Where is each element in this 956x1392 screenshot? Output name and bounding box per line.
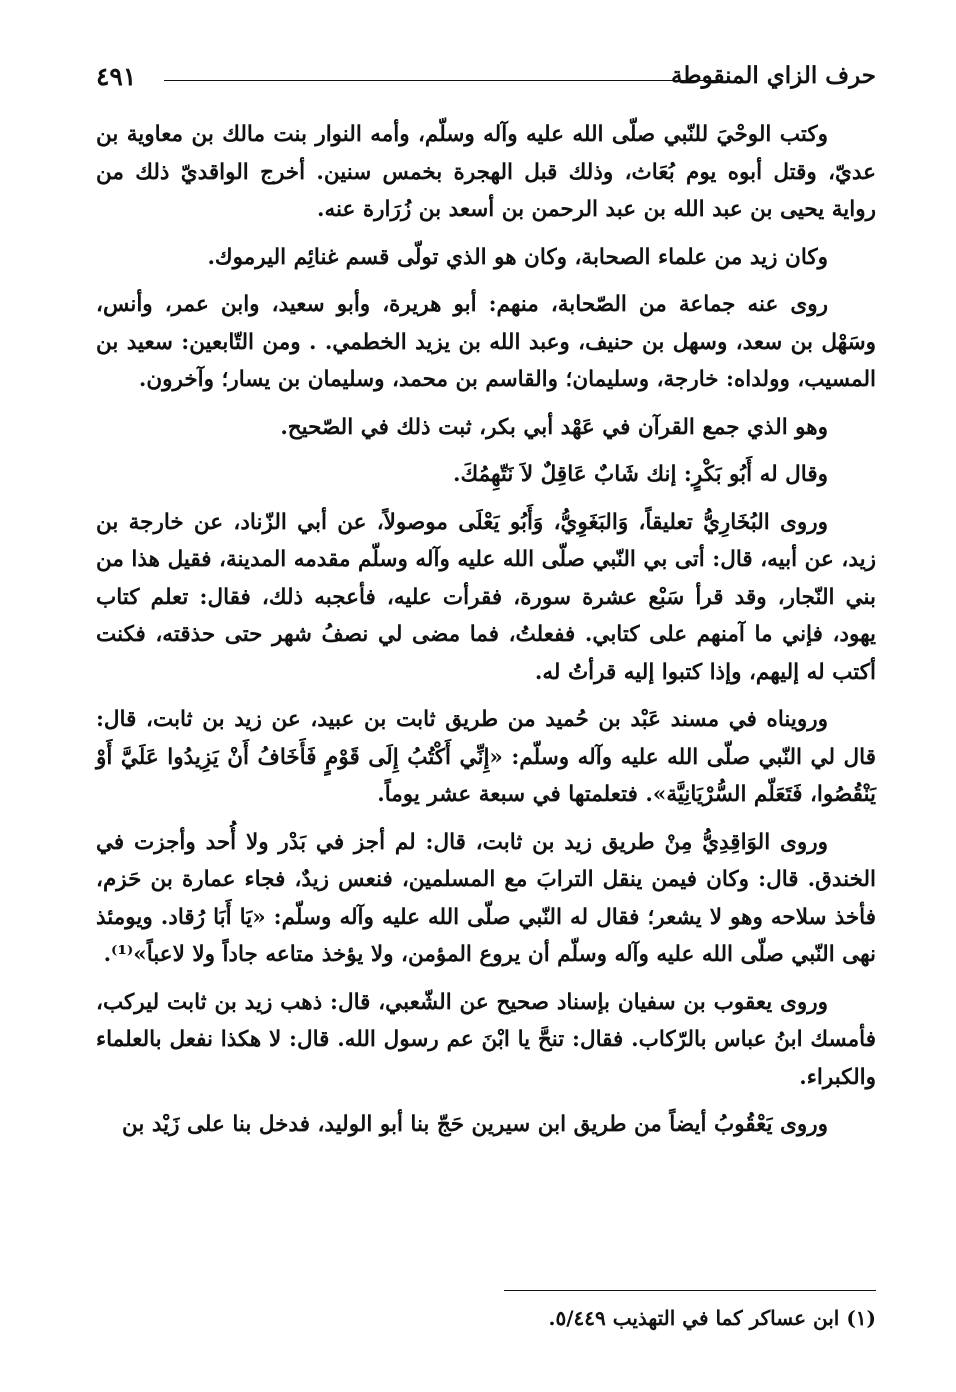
header-rule	[164, 80, 720, 81]
paragraph: وكتب الوحْيَ للنّبي صلّى الله عليه وآله وسلّم، وأمه النوار بنت مالك بن معاوية بن عديّ، وقتل أبوه يوم بُعَاث، وذلك قبل الهجرة بخمس سنين. أخرج الواقديّ ذلك من رواية يحيى بن عبد الله بن عبد الرحمن بن أسعد بن زُرَارة عنه.	[96, 122, 876, 222]
paragraph: وروى يَعْقُوبُ أيضاً من طريق ابن سيرين حَجّ بنا أبو الوليد، فدخل بنا على زَيْد بن	[122, 1112, 828, 1137]
paragraph: وكان زيد من علماء الصحابة، وكان هو الذي تولّى قسم غنائِم اليرموك.	[207, 244, 828, 270]
footnote: (١) ابن عساكر كما في التهذيب ٥/٤٤٩.	[548, 1306, 876, 1330]
paragraph: وروى يعقوب بن سفيان بإسناد صحيح عن الشّعبي، قال: ذهب زيد بن ثابت ليركب، فأمسك ابنُ عباس بالرّكاب. فقال: تنحَّ يا ابْنَ عم رسول الله. قال: لا هكذا نفعل بالعلماء والكبراء.	[96, 989, 876, 1090]
chapter-title: حرف الزاي المنقوطة	[670, 62, 876, 89]
paragraph: وروى البُخَارِيُّ تعليقاً، وَالبَغَوِيُّ، وَأَبُو يَعْلَى موصولاً، عن أبي الزّناد، عن خارجة بن زيد، عن أبيه، قال: أتى بي النّبي صلّى الله عليه وآله وسلّم مقدمه المدينة، فقيل هذا من بني النّجار، وقد قرأ سَبْع عشرة سورة، فقرأت عليه، فأعجبه ذلك، فقال: تعلم كتاب يهود، فإني ما آمنهم على كتابي. ففعلتُ، فما مضى لي نصفُ شهر حتى حذقته، فكنت أكتب له إليهم، وإذا كتبوا إليه قرأتُ له.	[96, 509, 876, 685]
paragraph: وروى الوَاقِدِيُّ مِنْ طريق زيد بن ثابت، قال: لم أجز في بَدْر ولا أُحد وأجزت في الخندق. قال: وكان فيمن ينقل الترابَ مع المسلمين، فنعس زيدٌ، فجاء عمارة بن حَزم، فأخذ سلاحه وهو لا يشعر؛ فقال له النّبي صلّى الله عليه وآله وسلّم: «يَا أَبَا رُقاد. ويومئذ نهى النّبي صلّى الله عليه وآله وسلّم أن يروع المؤمن، ولا يؤخذ متاعه جاداً ولا لاعباً»⁽¹⁾.	[96, 829, 876, 967]
page-number: ٤٩١	[96, 62, 137, 91]
paragraph: وقال له أَبُو بَكْرٍ: إنك شَابٌ عَاقِلٌ لاَ نَتّهِمُكَ.	[452, 462, 828, 487]
running-header	[96, 62, 876, 96]
footnote-rule	[504, 1290, 876, 1291]
paragraph: روى عنه جماعة من الصّحابة، منهم: أبو هريرة، وأبو سعيد، وابن عمر، وأنس، وسَهْل بن سعد، وسهل بن حنيف، وعبد الله بن يزيد الخطمي. . ومن التّابعين: سعيد بن المسيب، وولداه: خارجة، وسليمان؛ والقاسم بن محمد، وسليمان بن يسار؛ وآخرون.	[96, 292, 876, 392]
main-text	[96, 116, 876, 1154]
paragraph: ورويناه في مسند عَبْد بن حُميد من طريق ثابت بن عبيد، عن زيد بن ثابت، قال: قال لي النّبي صلّى الله عليه وآله وسلّم: «إِنِّي أَكْتُبُ إِلَى قَوْمٍ فَأَخَافُ أَنْ يَزِيدُوا عَلَيَّ أَوْ يَنْقُصُوا، فَتَعَلّم السُّرْيَانِيَّة». فتعلمتها في سبعة عشر يوماً.	[96, 707, 876, 807]
paragraph: وهو الذي جمع القرآن في عَهْد أبي بكر، ثبت ذلك في الصّحيح.	[280, 414, 828, 440]
